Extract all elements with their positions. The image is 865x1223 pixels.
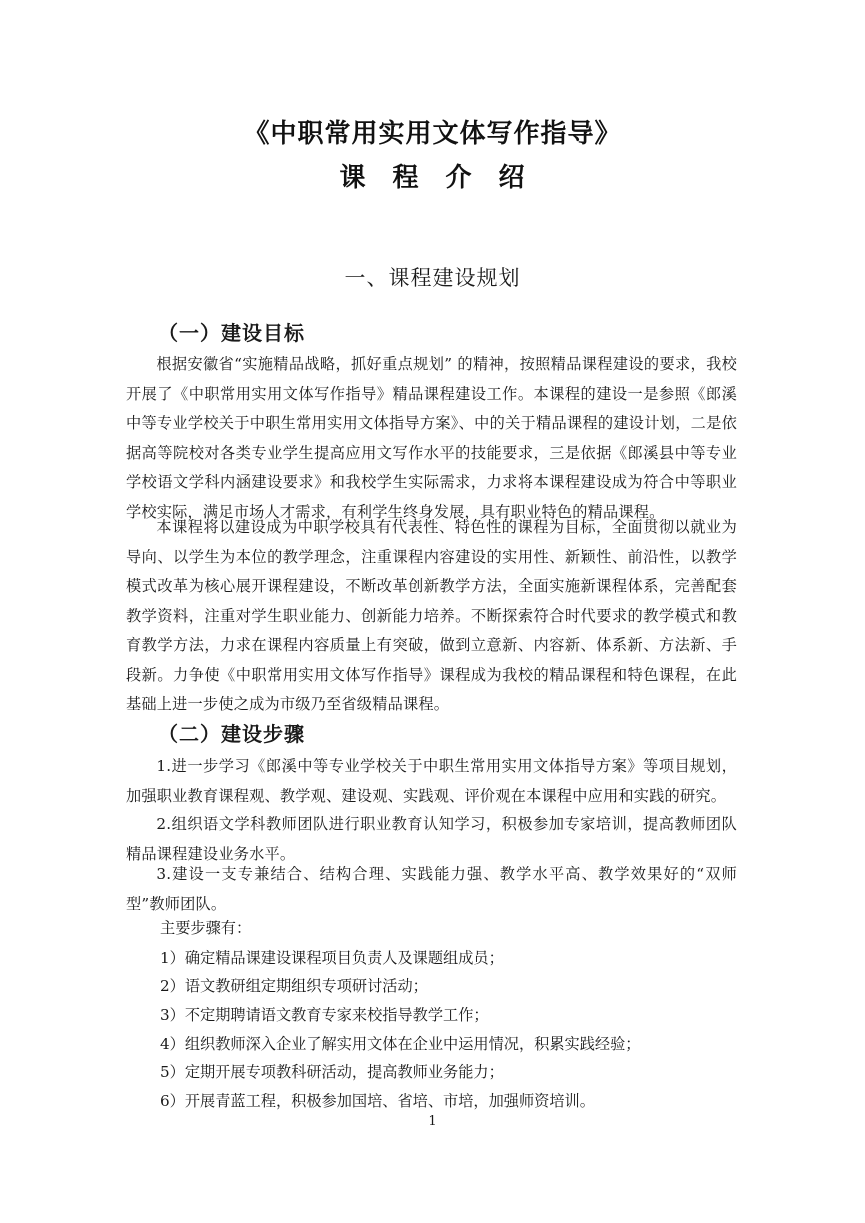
subtitle-char: 介: [445, 163, 473, 193]
list-item: 2）语文教研组定期组织专项研讨活动；: [160, 977, 428, 995]
list-item: 4）组织教师深入企业了解实用文体在企业中运用情况，积累实践经验；: [160, 1035, 641, 1053]
subsection-heading-steps: （二）建设步骤: [158, 722, 305, 746]
paragraph-goals-2: 本课程将以建设成为中职学校具有代表性、特色性的课程为目标，全面贯彻以就业为导向、以学生为本位的教学理念，注重课程内容建设的实用性、新颖性、前沿性，以教学模式改革为核心展开课程建设，不断改革创新教学方法，全面实施新课程体系，完善配套教学资料，注重对学生职业能力、创新能力培养。不断探索符合时代要求的教学模式和教育教学方法，力求在课程内容质量上有突破，做到立意新、内容新、体系新、方法新、手段新。力争使《中职常用实用文体写作指导》课程成为我校的精品课程和特色课程，在此基础上进一步使之成为市级乃至省级精品课程。: [126, 518, 737, 713]
document-title: 《中职常用实用文体写作指导》: [243, 119, 622, 149]
list-item: 6）开展青蓝工程，积极参加国培、省培、市培，加强师资培训。: [160, 1092, 595, 1110]
list-item: 5）定期开展专项教科研活动，提高教师业务能力；: [160, 1063, 504, 1081]
paragraph-steps-3: 3.建设一支专兼结合、结构合理、实践能力强、教学水平高、教学效果好的“双师型”教师团队。: [126, 865, 737, 913]
subtitle-char: 绍: [498, 163, 526, 193]
list-item: 3）不定期聘请语文教育专家来校指导教学工作；: [160, 1006, 489, 1024]
page-number: 1: [428, 1114, 437, 1129]
list-item: 1）确定精品课建设课程项目负责人及课题组成员；: [160, 949, 504, 967]
paragraph-steps-1: 1.进一步学习《郎溪中等专业学校关于中职生常用实用文体指导方案》等项目规划，加强职业教育课程观、教学观、建设观、实践观、评价观在本课程中应用和实践的研究。: [126, 757, 737, 805]
subtitle-char: 程: [392, 163, 420, 193]
paragraph-goals-1: 根据安徽省“实施精品战略，抓好重点规划” 的精神，按照精品课程建设的要求，我校开展了《中职常用实用文体写作指导》精品课程建设工作。本课程的建设一是参照《郎溪中等专业学校关于中职生常用实用文体指导方案》、中的关于精品课程的建设计划，二是依据高等院校对各类专业学生提高应用文写作水平的技能要求，三是依据《郎溪县中等专业学校语文学科内涵建设要求》和我校学生实际需求，力求将本课程建设成为符合中等职业学校实际，满足市场人才需求，有利学生终身发展，具有职业特色的精品课程。: [126, 355, 737, 521]
paragraph-steps-2: 2.组织语文学科教师团队进行职业教育认知学习，积极参加专家培训，提高教师团队精品课程建设业务水平。: [126, 815, 737, 863]
document-subtitle: [0, 157, 865, 194]
steps-intro: 主要步骤有：: [160, 919, 252, 937]
subsection-heading-goals: （一）建设目标: [158, 321, 305, 345]
subtitle-char: 课: [339, 163, 367, 193]
section-heading: 一、课程建设规划: [344, 266, 521, 290]
